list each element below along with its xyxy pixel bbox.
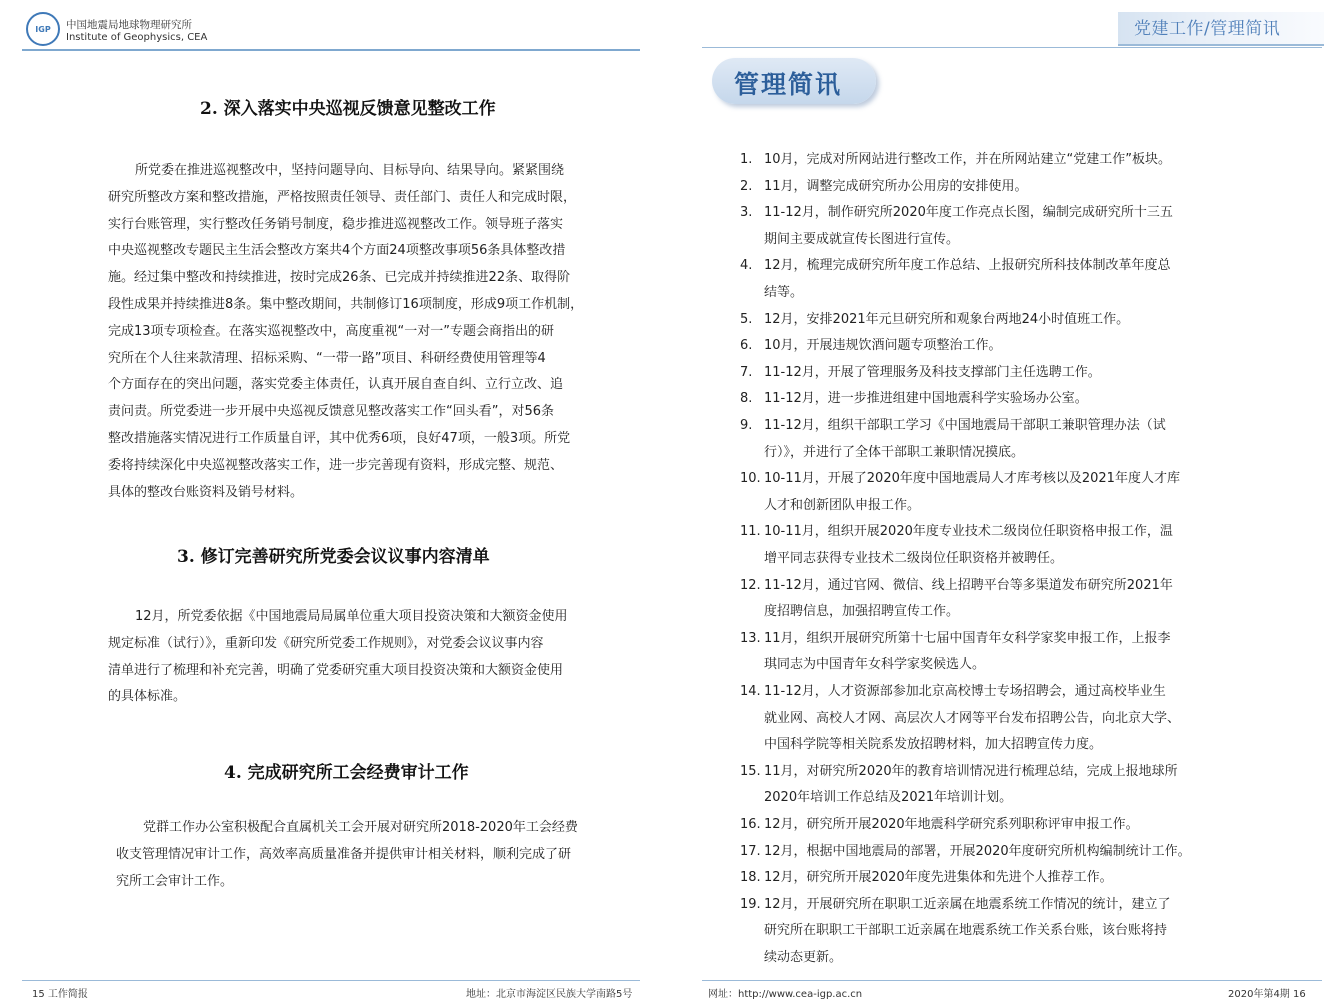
list-item-text <box>764 360 1232 387</box>
paragraph-line: 究所在个人往来款清理、招标采购、“一带一路”项目、科研经费使用管理等4 <box>108 350 546 366</box>
list-item-line: 12月，开展研究所在职职工近亲属在地震系统工作情况的统计，建立了 <box>764 896 1171 912</box>
section-paragraph-4 <box>116 815 640 895</box>
list-item-number: 3. <box>740 205 753 221</box>
list-item-text <box>764 466 1232 519</box>
list-item-line: 11月，对研究所2020年的教育培训情况进行梳理总结，完成上报地球所 <box>764 763 1178 779</box>
paragraph-line: 整改措施落实情况进行工作质量自评，其中优秀6项，良好47项，一般3项。所党 <box>108 430 571 446</box>
news-list-item <box>740 759 1232 812</box>
list-item-text <box>764 386 1232 413</box>
list-item-line: 11-12月，通过官网、微信、线上招聘平台等多渠道发布研究所2021年 <box>764 577 1173 593</box>
list-item-number: 5. <box>740 311 753 327</box>
list-item-text <box>764 413 1232 466</box>
list-item-number: 11. <box>740 524 761 540</box>
footer-page-number-left: 15 工作简报 <box>32 989 88 1000</box>
paragraph-line: 清单进行了梳理和补充完善，明确了党委研究重大项目投资决策和大额资金使用 <box>108 662 564 678</box>
list-item-line: 增平同志获得专业技术二级岗位任职资格并被聘任。 <box>764 550 1064 566</box>
list-item-number: 9. <box>740 418 753 433</box>
list-item-number: 6. <box>740 338 753 354</box>
list-item-number: 1. <box>740 152 753 167</box>
list-item-line: 2020年培训工作总结及2021年培训计划。 <box>764 790 1013 806</box>
right-page <box>672 0 1344 1008</box>
header-divider-left <box>22 49 640 51</box>
news-list-item <box>740 865 1232 892</box>
list-item-number: 7. <box>740 364 753 380</box>
list-item-line: 11-12月，组织干部职工学习《中国地震局干部职工兼职管理办法（试 <box>764 418 1166 433</box>
list-item-line: 度招聘信息，加强招聘宣传工作。 <box>764 604 960 620</box>
paragraph-line: 具体的整改台账资料及销号材料。 <box>108 484 304 500</box>
section-paragraph-3 <box>108 604 638 711</box>
paragraph-line: 完成13项专项检查。在落实巡视整改中，高度重视“一对一”专题会商指出的研 <box>108 323 555 339</box>
list-item-line: 12月，安排2021年元旦研究所和观象台两地24小时值班工作。 <box>764 311 1130 327</box>
news-list-item <box>740 466 1232 519</box>
paragraph-line: 究所工会审计工作。 <box>116 873 234 889</box>
news-list-item <box>740 892 1232 972</box>
list-item-line: 10-11月，组织开展2020年度专业技术二级岗位任职资格申报工作，温 <box>764 524 1173 540</box>
section-heading-2: 2. 深入落实中央巡视反馈意见整改工作 <box>200 99 496 119</box>
list-item-line: 11-12月，制作研究所2020年度工作亮点长图，编制完成研究所十三五 <box>764 205 1173 221</box>
logo-mark: IGP <box>35 24 51 34</box>
section-heading-3: 3. 修订完善研究所党委会议议事内容清单 <box>177 547 490 567</box>
list-item-line: 11-12月，人才资源部参加北京高校博士专场招聘会，通过高校毕业生 <box>764 684 1166 699</box>
section-heading-4: 4. 完成研究所工会经费审计工作 <box>224 763 469 783</box>
paragraph-line: 12月，所党委依据《中国地震局局属单位重大项目投资决策和大额资金使用 <box>135 609 568 624</box>
news-list-item <box>740 519 1232 572</box>
header-divider-right <box>702 47 1322 48</box>
institute-name-en: Institute of Geophysics, CEA <box>66 32 208 43</box>
list-item-line: 10月，开展违规饮酒问题专项整治工作。 <box>764 338 1002 354</box>
list-item-line: 11月，调整完成研究所办公用房的安排使用。 <box>764 178 1028 194</box>
list-item-line: 期间主要成就宣传长图进行宣传。 <box>764 231 960 247</box>
paragraph-line: 规定标准（试行）》，重新印发《研究所党委工作规则》，对党委会议议事内容 <box>108 635 544 651</box>
list-item-number: 2. <box>740 178 753 194</box>
list-item-number: 17. <box>740 843 761 859</box>
list-item-text <box>764 200 1232 253</box>
news-list-item <box>740 812 1232 839</box>
section-title: 党建工作/管理简讯 <box>1134 19 1281 39</box>
paragraph-line: 委将持续深化中央巡视整改落实工作，进一步完善现有资料，形成完整、规范、 <box>108 457 564 473</box>
list-item-number: 18. <box>740 870 761 886</box>
news-list-item <box>740 626 1232 679</box>
news-list-item <box>740 679 1232 759</box>
list-item-number: 15. <box>740 763 761 779</box>
list-item-line: 行）》，并进行了全体干部职工兼职情况摸底。 <box>764 444 1025 460</box>
paragraph-line: 研究所整改方案和整改措施，严格按照责任领导、责任部门、责任人和完成时限， <box>108 189 577 205</box>
list-item-text <box>764 174 1232 201</box>
list-item-text <box>764 759 1232 812</box>
paragraph-line: 中央巡视整改专题民主生活会整改方案共4个方面24项整改事项56条具体整改措 <box>108 243 566 259</box>
news-list-item <box>740 174 1232 201</box>
news-list-item <box>740 413 1232 466</box>
news-list-item <box>740 147 1232 174</box>
news-list-item <box>740 573 1232 626</box>
paragraph-line: 所党委在推进巡视整改中，坚持问题导向、目标导向、结果导向。紧紧围绕 <box>135 163 565 178</box>
list-item-line: 人才和创新团队申报工作。 <box>764 497 921 513</box>
list-item-text <box>764 147 1232 174</box>
news-list-item <box>740 307 1232 334</box>
footer-address: 地址：北京市海淀区民族大学南路5号 <box>466 989 633 1000</box>
institute-name-cn: 中国地震局地球物理研究所 <box>66 19 192 31</box>
footer-divider-right <box>702 980 1322 981</box>
list-item-line: 续动态更新。 <box>764 949 843 965</box>
paragraph-line: 施。经过集中整改和持续推进，按时完成26条、已完成并持续推进22条、取得阶 <box>108 270 571 286</box>
list-item-line: 12月，研究所开展2020年地震科学研究系列职称评审申报工作。 <box>764 817 1139 832</box>
list-item-text <box>764 626 1232 679</box>
list-item-line: 琪同志为中国青年女科学家奖候选人。 <box>764 657 986 673</box>
list-item-text <box>764 839 1232 866</box>
paragraph-line: 的具体标准。 <box>108 689 187 705</box>
list-item-line: 研究所在职职工干部职工近亲属在地震系统工作关系台账，该台账将持 <box>764 923 1168 939</box>
list-item-line: 11-12月，进一步推进组建中国地震科学实验场办公室。 <box>764 391 1088 407</box>
list-item-text <box>764 333 1232 360</box>
footer-divider-left <box>22 980 640 981</box>
paragraph-line: 党群工作办公室积极配合直属机关工会开展对研究所2018-2020年工会经费 <box>143 820 578 835</box>
paragraph-line: 责问责。所党委进一步开展中央巡视反馈意见整改落实工作“回头看”，对56条 <box>108 404 555 420</box>
list-item-line: 中国科学院等相关院系发放招聘材料，加大招聘宣传力度。 <box>764 737 1103 753</box>
paragraph-line: 收支管理情况审计工作，高效率高质量准备并提供审计相关材料，顺利完成了研 <box>116 846 572 862</box>
list-item-number: 4. <box>740 258 753 274</box>
news-list-item <box>740 253 1232 306</box>
list-item-line: 12月，梳理完成研究所年度工作总结、上报研究所科技体制改革年度总 <box>764 258 1171 274</box>
list-item-number: 12. <box>740 577 761 593</box>
list-item-line: 12月，研究所开展2020年度先进集体和先进个人推荐工作。 <box>764 870 1113 886</box>
list-item-line: 就业网、高校人才网、高层次人才网等平台发布招聘公告，向北京大学、 <box>764 710 1181 726</box>
list-item-text <box>764 253 1232 306</box>
footer-issue-page: 2020年第4期 16 <box>1228 989 1306 1000</box>
list-item-number: 13. <box>740 630 761 646</box>
list-item-line: 10-11月，开展了2020年度中国地震局人才库考核以及2021年度人才库 <box>764 471 1180 487</box>
paragraph-line: 个方面存在的突出问题，落实党委主体责任，认真开展自查自纠、立行立改、追 <box>108 377 564 393</box>
list-item-line: 12月，根据中国地震局的部署，开展2020年度研究所机构编制统计工作。 <box>764 843 1191 859</box>
list-item-line: 11月，组织开展研究所第十七届中国青年女科学家奖申报工作，上报李 <box>764 630 1171 646</box>
list-item-number: 14. <box>740 684 761 699</box>
list-item-number: 19. <box>740 896 761 912</box>
list-item-text <box>764 892 1232 972</box>
news-list-item <box>740 200 1232 253</box>
section-paragraph-2 <box>108 158 638 506</box>
news-list-item <box>740 386 1232 413</box>
list-item-number: 8. <box>740 391 753 407</box>
list-item-text <box>764 865 1232 892</box>
news-list-item <box>740 333 1232 360</box>
list-item-number: 16. <box>740 817 761 832</box>
list-item-text <box>764 519 1232 572</box>
footer-website: 网址：http://www.cea-igp.ac.cn <box>708 989 863 1000</box>
list-item-text <box>764 307 1232 334</box>
list-item-number: 10. <box>740 471 761 487</box>
news-title: 管理简讯 <box>734 70 843 99</box>
list-item-line: 10月，完成对所网站进行整改工作，并在所网站建立“党建工作”板块。 <box>764 152 1172 167</box>
paragraph-line: 段性成果并持续推进8条。集中整改期间，共制修订16项制度，形成9项工作机制， <box>108 296 584 312</box>
list-item-text <box>764 573 1232 626</box>
list-item-line: 11-12月，开展了管理服务及科技支撑部门主任选聘工作。 <box>764 364 1101 380</box>
list-item-text <box>764 812 1232 839</box>
paragraph-line: 实行台账管理，实行整改任务销号制度，稳步推进巡视整改工作。领导班子落实 <box>108 216 564 232</box>
news-list-item <box>740 360 1232 387</box>
list-item-text <box>764 679 1232 759</box>
news-list-item <box>740 839 1232 866</box>
institute-logo-icon <box>26 12 60 46</box>
list-item-line: 结等。 <box>764 284 804 300</box>
